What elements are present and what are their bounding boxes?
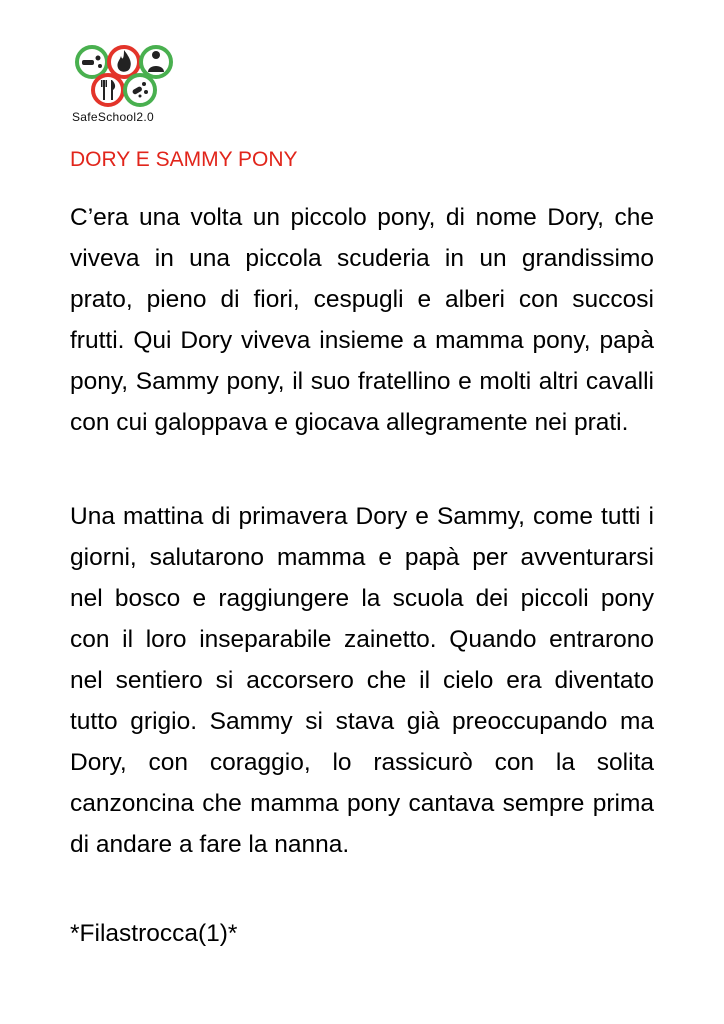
story-paragraph-1: C’era una volta un piccolo pony, di nome Dory, che viveva in una piccola scuderia in un grandissimo prato, pieno di fiori, cespugli e alberi con succosi frutti. Qui Dory viveva insieme a mamma pony, papà pony, Sammy pony, il suo fratellino e molti altri cavalli con cui galoppava e giocava allegramente nei prati.: [70, 204, 654, 436]
fork-knife-icon: [93, 75, 123, 105]
person-danger-icon: [141, 47, 171, 77]
story-title: DORY E SAMMY PONY: [70, 148, 298, 171]
filastrocca-reference: *Filastrocca(1)*: [70, 920, 238, 947]
fire-icon: [109, 47, 139, 77]
safeschool-logo: [70, 40, 190, 126]
logo-brand-text: SafeSchool2.0: [72, 110, 154, 124]
drug-pills-icon: [77, 47, 107, 77]
logo-icons: [70, 40, 190, 110]
pills-icon: [125, 75, 155, 105]
story-paragraph-2: Una mattina di primavera Dory e Sammy, come tutti i giorni, salutarono mamma e papà per avventurarsi nel bosco e raggiungere la scuola dei piccoli pony con il loro inseparabile zainetto. Quando entrarono nel sentiero si accorsero che il cielo era diventato tutto grigio. Sammy si stava già preoccupando ma Dory, con coraggio, lo rassicurò con la solita canzoncina che mamma pony cantava sempre prima di andare a fare la nanna.: [70, 503, 654, 858]
